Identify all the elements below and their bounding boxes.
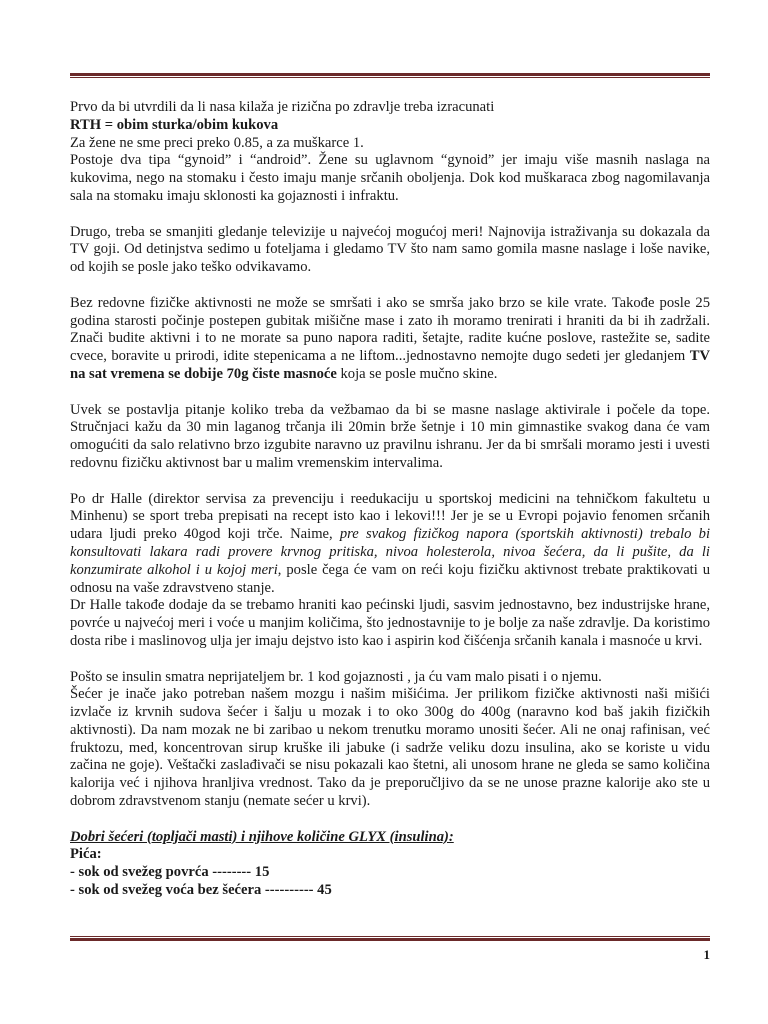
header-rule	[70, 73, 710, 78]
section-heading: Dobri šećeri (topljači masti) i njihove količine GLYX (insulina):	[70, 828, 454, 845]
diet-paragraph: Dr Halle takođe dodaje da se trebamo hraniti kao pećinski ljudi, sasvim jednostavno, bez industrijske hrane, povrće u najvećoj meri i voće u manjim količima, što jednostavnije to je bolje za naše zdravlje. Da koristimo dosta ribe i maslinovog ulja jer imaju dejstvo isto kao i aspirin kod čišćenja srčanih kanala i masnoće u krvi.	[70, 597, 710, 649]
halle-paragraph: Po dr Halle (direktor servisa za prevenciju i reedukaciju u sportskoj medicini na tehničkom fakultetu u Minhenu) se sport treba prepisati na recept isto kao i lekovi!!! Jer je se u Evropi pojavio fenomen srčanih udara ljudi preko 40god koji trče. Naime, pre svakog fizičkog napora (sportskih aktivnosti) trebalo bi konsultovati lakara radi provere krvnog pritiska, nivoa holesterola, nivoa šećera, da li pušite, da li konzumirate alkohol i u kojoj meri, posle čega će vam on reći koju fizičku aktivnost trebate praktikovati u odnosu na vaše zdravstveno stanje.	[70, 490, 710, 596]
list-item: - sok od svežeg voća bez šećera ---------- 45	[70, 882, 332, 899]
tv-paragraph: Drugo, treba se smanjiti gledanje televizije u najvećoj mogućoj meri! Najnovija istraživanja su dokazala da TV goji. Od detinjstva sedimo u foteljama i gledamo TV što nam samo gomila masne naslage i loše navike, od kojih se posle jako teško odvikavamo.	[70, 223, 710, 276]
footer-rule	[70, 935, 710, 941]
insulin-intro: Pošto se insulin smatra neprijateljem br. 1 kod gojaznosti , ja ću vam malo pisati i o njemu.	[70, 668, 602, 685]
threshold-line: Za žene ne sme preci preko 0.85, a za muškarce 1.	[70, 134, 364, 151]
body-types-paragraph: Postoje dva tipa “gynoid” i “android”. Žene su uglavnom “gynoid” jer imaju više masnih naslaga na kukovima, nego na stomaku i često imaju manje srčanih oboljenja. Dok kod muškaraca zbog nagomilavanja sala na stomaku imaju sklonosti ka gojaznosti i infraktu.	[70, 152, 710, 204]
drinks-label: Pića:	[70, 846, 102, 863]
page-number: 1	[703, 947, 710, 962]
activity-paragraph: Bez redovne fizičke aktivnosti ne može se smršati i ako se smrša jako brzo se kile vrate. Takođe posle 25 godina starosti počinje postepen gubitak mišične mase i zato ih moramo trenirati i hraniti da bi ih zadržali. Znači budite aktivni i to ne morate sa puno napora raditi, šetajte, radite kućne poslove, rastežite se, sadite cvece, boravite u prirodi, idite stepenicama a ne liftom...jednostavno nemojte dugo sedeti jer gledanjem TV na sat vremena se dobije 70g čiste masnoće koja se posle mučno skine.	[70, 294, 710, 382]
intro-line: Prvo da bi utvrdili da li nasa kilaža je rizična po zdravlje treba izracunati	[70, 99, 495, 115]
sugar-paragraph: Šećer je inače jako potreban našem mozgu i našim mišićima. Jer prilikom fizičke aktivnosti naši mišići izvlače iz krvnih sudova šećer i šalju u mozak i to oko 300g do 400g (naravno kod baš jakih fizičkih aktivnosti). Da nam mozak ne bi zaribao u nekom trenutku moramo unositi šećer. Ali ne onaj rafinisan, već fruktozu, med, koncentrovan sirup kruške ili jabuke (i sadrže veliku dozu insulina, ako se koriste u vidu začina ne goje). Veštački zaslađivači se nisu pokazali kao štetni, ali unosom hrane ne gleda se samo količina kalorija već i njihova hranljiva vrednost. Tako da je preporučljivo da se ne unose prazne kalorije ako ste u dobrom zdravstvenom stanju (nemate sećer u krvi).	[70, 686, 710, 810]
document-body	[70, 99, 710, 900]
tv-fat-emphasis: TV na sat vremena se dobije 70g čiste masnoće	[70, 348, 710, 382]
list-item: - sok od svežeg povrća -------- 15	[70, 864, 270, 881]
exercise-paragraph: Uvek se postavlja pitanje koliko treba da vežbamao da bi se masne naslage aktivirale i počele da tope. Stručnjaci kažu da 30 min laganog trčanja ili 20min brže šetnje i 10 min gimnastike svakog dana će vam omogućiti da salo relativno brzo izgubite naravno uz pravilnu ishranu. Jer da bi smršali moramo jesti i uvesti redovnu fizičku aktivnost bar u malim vremenskim intervalima.	[70, 401, 710, 471]
rth-formula: RTH = obim sturka/obim kukova	[70, 116, 279, 133]
doctor-advice-italic: pre svakog fizičkog napora (sportskih aktivnosti) trebalo bi konsultovati lakara radi provere krvnog pritiska, nivoa holesterola, nivoa šećera, da li pušite, da li konzumirate alkohol i u kojoj meri	[70, 526, 710, 578]
